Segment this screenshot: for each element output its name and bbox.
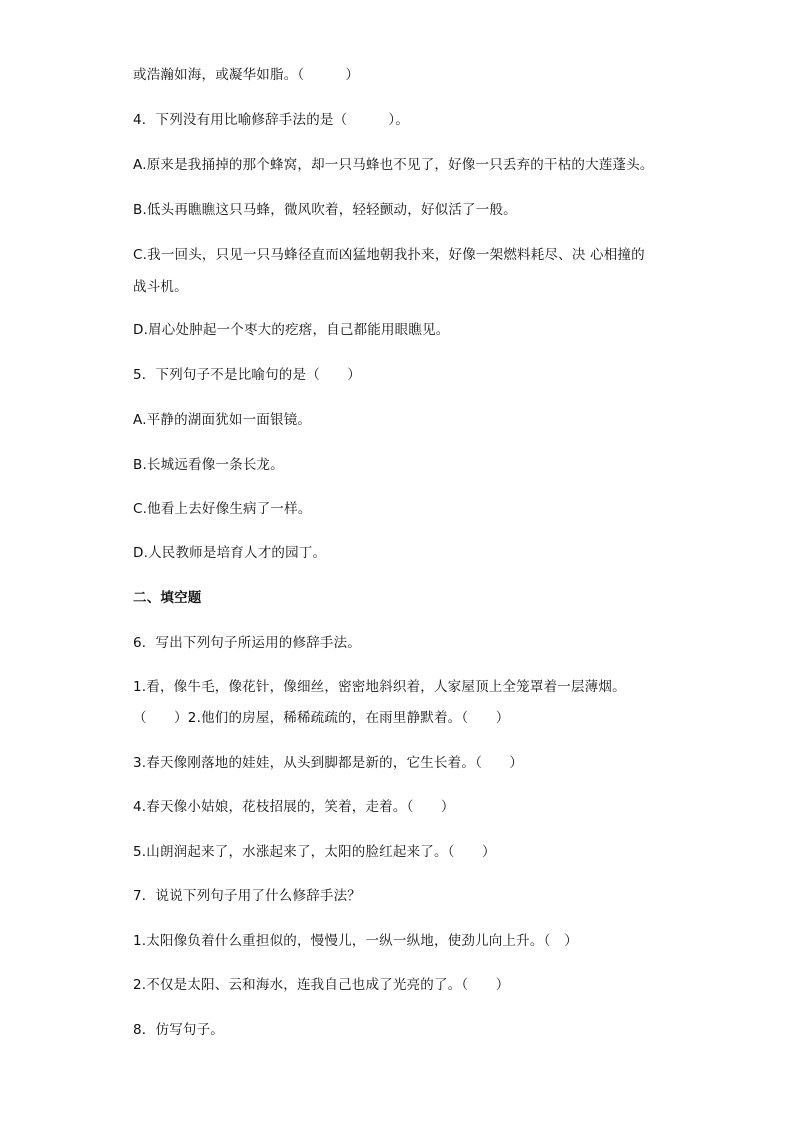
question-7: 7．说说下列句子用了什么修辞手法？: [133, 888, 361, 904]
q6-item-3: 3.春天像刚落地的娃娃，从头到脚都是新的，它生长着。（ ）: [133, 755, 524, 771]
q6-item-5: 5.山朗润起来了，水涨起来了，太阳的脸红起来了。（ ）: [133, 844, 496, 860]
q7-item-2: 2.不仅是太阳、云和海水，连我自己也成了光亮的了。（ ）: [133, 977, 510, 993]
q4-option-d: D.眉心处肿起一个枣大的疙瘩，自己都能用眼瞧见。: [133, 322, 450, 338]
question-6: 6．写出下列句子所运用的修辞手法。: [133, 635, 361, 651]
q5-option-c: C.他看上去好像生病了一样。: [133, 501, 312, 517]
q4-option-c-continuation: 战斗机。: [133, 279, 188, 295]
q4-option-a: A.原来是我捅掉的那个蜂窝，却一只马蜂也不见了，好像一只丢弃的干枯的大莲蓬头。: [133, 157, 654, 173]
q6-item-2: （ ）2.他们的房屋，稀稀疏疏的，在雨里静默着。（ ）: [133, 710, 510, 726]
question-8: 8．仿写句子。: [133, 1022, 224, 1038]
q6-item-4: 4.春天像小姑娘，花枝招展的，笑着，走着。（ ）: [133, 799, 455, 815]
q7-item-1: 1.太阳像负着什么重担似的，慢慢儿，一纵一纵地，使劲儿向上升。（ ）: [133, 933, 578, 949]
section-heading-fill-in: 二、填空题: [133, 590, 202, 606]
q5-option-b: B.长城远看像一条长龙。: [133, 457, 284, 473]
q3-continuation: 或浩瀚如海，或凝华如脂。（ ）: [133, 67, 360, 83]
q4-option-b: B.低头再瞧瞧这只马蜂，微风吹着，轻轻颤动，好似活了一般。: [133, 202, 517, 218]
q5-option-a: A.平静的湖面犹如一面银镜。: [133, 412, 312, 428]
q5-option-d: D.人民教师是培育人才的园丁。: [133, 545, 327, 561]
q6-item-1: 1.看，像牛毛，像花针，像细丝，密密地斜织着，人家屋顶上全笼罩着一层薄烟。: [133, 679, 626, 695]
q4-option-c: C.我一回头，只见一只马蜂径直而凶猛地朝我扑来，好像一架燃料耗尽、决 心相撞的: [133, 247, 645, 263]
question-4: 4．下列没有用比喻修辞手法的是（ ）。: [133, 112, 410, 128]
question-5: 5．下列句子不是比喻句的是（ ）: [133, 367, 361, 383]
